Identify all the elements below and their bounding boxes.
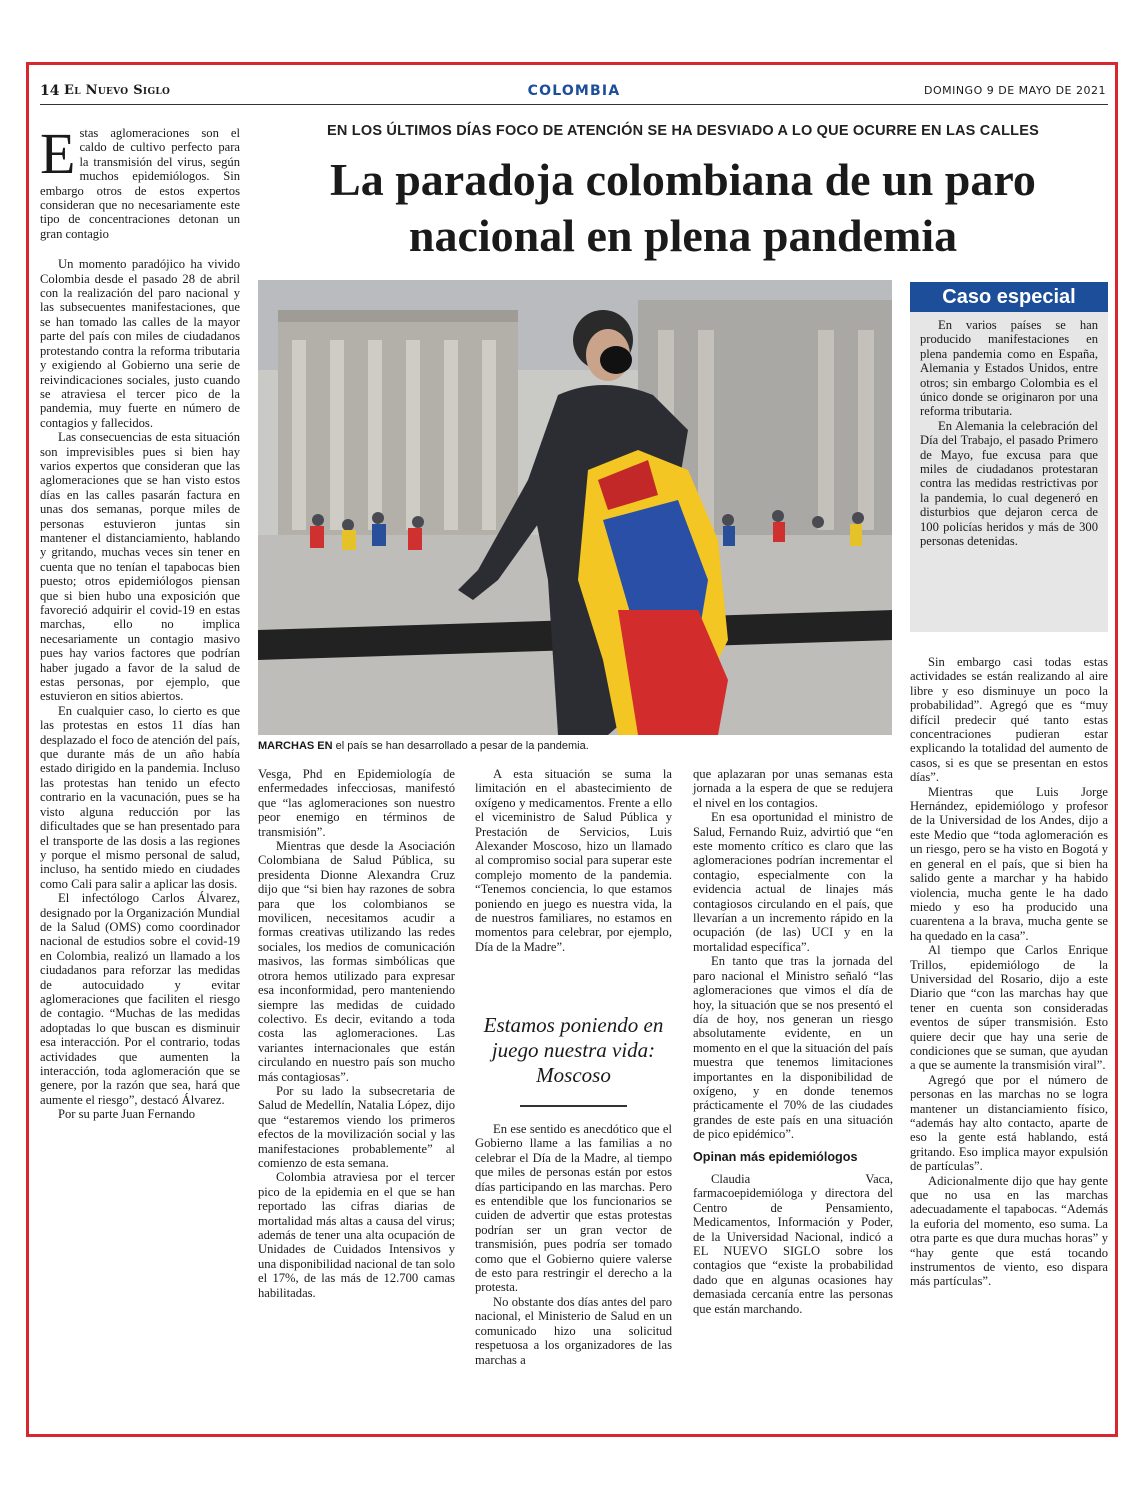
subheading: Opinan más epidemiólogos (693, 1149, 858, 1164)
paragraph: Vesga, Phd en Epidemiología de enfermedades infecciosas, manifestó que “las aglomeraciones son nuestro peor enemigo en términos de transmisión”. (258, 767, 455, 839)
paragraph: que aplazaran por unas semanas esta jornada a la espera de que se redujera el nivel en los contagios. (693, 767, 893, 810)
box-body (910, 312, 1108, 549)
column-2 (258, 767, 455, 1300)
pull-quote: Estamos poniendo en juego nuestra vida: Moscoso (483, 1013, 664, 1087)
paragraph: Al tiempo que Carlos Enrique Trillos, epidemiólogo de la Universidad del Rosario, dijo a este Diario que “con las marchas hay que tener en cuenta son consideradas eventos de súper transmisión. Esto quiere decir que hay una serie de condiciones que se suman, que ayudan a que se aumente la transmisión viral”. (910, 943, 1108, 1073)
protest-photo (258, 280, 892, 735)
paragraph: En ese sentido es anecdótico que el Gobierno llame a las familias a no celebrar el Día de la Madre, al tiempo que miles de personas están por estos días participando en las marchas. Pero es entendible que los funcionarios se cuiden de advertir que estas protestas podrían ser un gran vector de transmisión, pues podría ser tomado como que el Gobierno quiere valerse de esto para restringir el derecho a la protesta. (475, 1122, 672, 1295)
column-5 (910, 655, 1108, 1289)
paragraph: Un momento paradójico ha vivido Colombia desde el pasado 28 de abril con la realización del paro nacional y las subsecuentes manifestaciones, que se han tomado las calles de la mayor parte del país con miles de ciudadanos protestando contra la reforma tributaria y exigiendo al Gobierno una serie de reivindicaciones sociales, justo cuando se atraviesa el tercer pico de la pandemia, muy fuerte en número de contagios y fallecidos. (40, 257, 240, 430)
paragraph: No obstante dos días antes del paro nacional, el Ministerio de Salud en un comunicado hizo una solicitud respetuosa a los organizadores de las marchas a (475, 1294, 672, 1367)
caption-lead: MARCHAS EN (258, 740, 333, 752)
paragraph: En tanto que tras la jornada del paro nacional el Ministro señaló “las aglomeraciones que vimos el día de hoy, la situación que se nos presentó el día de hoy, nos generan un riesgo absolutamente evidente, en un momento en el que la situación del país muestra que tenemos limitaciones importantes en la disponibilidad de oxígeno, y en donde tenemos prácticamente el 70% de las ciudades grandes de este país en una situación de pico epidémico”. (693, 954, 893, 1142)
paragraph: Sin embargo casi todas estas actividades se están realizando al aire libre y eso disminuye un poco la probabilidad”. Agregó que es “muy difícil predecir qué tanto estas concentraciones pudieran estar explicando la totalidad del aumento de casos, si es que se presentan en estos días”. (910, 655, 1108, 785)
paragraph: En cualquier caso, lo cierto es que las protestas en estos 11 días han desplazado el foco de atención del país, que durante más de un año había estado dirigido en la pandemia. Incluso las protestas han tenido un efecto contrario en la vacunación, pues se ha visto alguna reducción por las dificultades que se han presentado para el transporte de las dosis a las regiones y porque el mismo personal de salud, incluso, ha sentido miedo en ciudades como Cali para salir a aplicar las dosis. (40, 703, 240, 891)
dropcap: E (40, 121, 76, 186)
paragraph: Por su lado la subsecretaria de Salud de Medellín, Natalia López, dijo que “estaremos viendo los primeros efectos de la movilización social y las manifestaciones probablemente” al comienzo de esta semana. (258, 1083, 455, 1170)
caption-text: el país se han desarrollado a pesar de la pandemia. (332, 740, 589, 752)
column-3-bottom (475, 1122, 672, 1367)
box-paragraph: En Alemania la celebración del Día del Trabajo, el pasado Primero de Mayo, fue excusa para que miles de ciudadanos protestaran contra las medidas restrictivas por la pandemia, lo cual degeneró en disturbios que dejaron cerca de 100 policías heridos y más de 300 personas detenidas. (920, 418, 1098, 549)
paragraph: Mientras que Luis Jorge Hernández, epidemiólogo y profesor de la Universidad de los Andes, dijo a este Medio que “toda aglomeración es un riesgo, pero se ha visto en Bogotá y en general en el país, que si bien ha salido gente a marchar y ha habido violencia, mucha gente le ha dado miedo y eso ha producido una cuarentena a la brava, mucha gente se ha quedado en la casa”. (910, 784, 1108, 943)
photo-caption (258, 740, 892, 752)
header-rule (40, 104, 1108, 105)
paragraph: Adicionalmente dijo que hay gente que no usa en las marchas adecuadamente el tapabocas. “Además la euforia del momento, eso suma. La otra parte es que dura muchas horas” y “hay gente que está tocando instrumentos de viento, eso dispara más partículas”. (910, 1173, 1108, 1289)
special-case-box (910, 282, 1108, 632)
lead-text: stas aglomeraciones son el caldo de cultivo perfecto para la transmisión del virus, según muchos epidemiólogos. Sin embargo otros de estos expertos consideran que no necesariamente este tipo de concentraciones detonan un gran contagio (40, 126, 240, 241)
publication-name: El Nuevo Siglo (64, 83, 171, 98)
paragraph: Colombia atraviesa por el tercer pico de la epidemia en el que se han reportado las cifras diarias de mortalidad más altas a causa del virus; además de tener una alta ocupación de Unidades de Cuidados Intensivos y una disponibilidad nacional de tan solo el 17%, de las más de 12.700 camas habilitadas. (258, 1170, 455, 1300)
lead-paragraph (40, 121, 240, 241)
box-title: Caso especial (910, 282, 1108, 312)
paragraph: A esta situación se suma la limitación en el abastecimiento de oxígeno y medicamentos. Frente a ello el viceministro de Salud Pública y Prestación de Servicios, Luis Alexander Moscoso, hizo un llamado al compromiso social para superar este complejo momento de la pandemia. “Tenemos conciencia, lo que estamos poniendo en juego es nuestra vida, la de nuestros familiares, no estamos en momentos para celebrar, por ejemplo, Día de la Madre”. (475, 767, 672, 954)
column-4 (693, 767, 893, 1316)
paragraph: Las consecuencias de esta situación son imprevisibles pues si bien hay varios expertos que consideran que las aglomeraciones que se han visto estos días en las calles pasarán factura en unas dos semanas, porque miles de personas estuvieron juntas sin mantener el distanciamiento, hablando y gritando, muchas veces sin tener en cuenta que no tenían el tapabocas bien puesto; otros epidemiólogos piensan que si bien hubo una exposición que favoreció adquirir el covid-19 en estas marchas, ello no implica necesariamente un contagio masivo pues hay varios factores que podrían haber jugado a favor de la salud de estas personas, por ejemplo, que estuvieron en sitios abiertos. (40, 430, 240, 704)
page-number: 14 (40, 83, 60, 99)
paragraph: Claudia Vaca, farmacoepidemióloga y directora del Centro de Pensamiento, Medicamentos, Información y Poder, de la Universidad Nacional, indicó a EL NUEVO SIGLO sobre los contagios que “existe la probabilidad dado que en algunas ocasiones hay demasiada cercanía entre las personas que están marchando. (693, 1171, 893, 1316)
section-label: COLOMBIA (527, 83, 621, 99)
headline: La paradoja colombiana de un paro nacional en plena pandemia (330, 154, 1036, 261)
paragraph: Por su parte Juan Fernando (58, 1107, 196, 1122)
box-paragraph: En varios países se han producido manifestaciones en plena pandemia como en España, Alemania y Estados Unidos, entre otros; sin embargo Colombia es el único donde se originaron por una reforma tributaria. (920, 318, 1098, 419)
pull-quote-rule (520, 1105, 627, 1107)
kicker: EN LOS ÚLTIMOS DÍAS FOCO DE ATENCIÓN SE HA DESVIADO A LO QUE OCURRE EN LAS CALLES (327, 123, 1039, 139)
column-1 (40, 121, 240, 1122)
paragraph: En esa oportunidad el ministro de Salud, Fernando Ruiz, advirtió que “en este momento crítico es claro que las aglomeraciones podrían incrementar el contagio, especialmente con la evidencia actual de linajes más contagiosos circulando en el país, que llevarían a un incremento rápido en la ocupación (de las) UCI y en la mortalidad específica”. (693, 810, 893, 954)
paragraph: El infectólogo Carlos Álvarez, designado por la Organización Mundial de la Salud (OMS) como coordinador nacional de estudios sobre el covid-19 en Colombia, realizó un llamado a los ciudadanos para reforzar las medidas de autocuidado y evitar aglomeraciones que faciliten el riesgo de contagio. “Muchas de las medidas adoptadas lo que buscan es disminuir esa interacción. Por el contrario, todas actividades que aumenten la interacción, toda aglomeración que se genere, por la razón que sea, hará que aumente el riesgo”, destacó Álvarez. (40, 891, 240, 1107)
paragraph: Agregó que por el número de personas en las marchas no se logra mantener un distanciamiento físico, “además hay alto contacto, aparte de eso la gente está hablando, está gritando. Eso implica mayor expulsión de partículas”. (910, 1072, 1108, 1174)
issue-date: DOMINGO 9 DE MAYO DE 2021 (923, 84, 1106, 97)
column-3 (475, 767, 672, 954)
paragraph: Mientras que desde la Asociación Colombiana de Salud Pública, su presidenta Dionne Alexandra Cruz dijo que “si bien hay razones de sobra para que los colombianos se movilicen, necesitamos acudir a formas creativas utilizando las redes sociales, los medios de comunicación masivos, las formas simbólicas que otrora hemos utilizado para expresar esa inconformidad, pero manteniendo siempre las medidas de cuidado colectivo. Es decir, evitando a toda costa las aglomeraciones. Las variantes internacionales que están circulando en nuestro país son mucho más contagiosas”. (258, 839, 455, 1084)
